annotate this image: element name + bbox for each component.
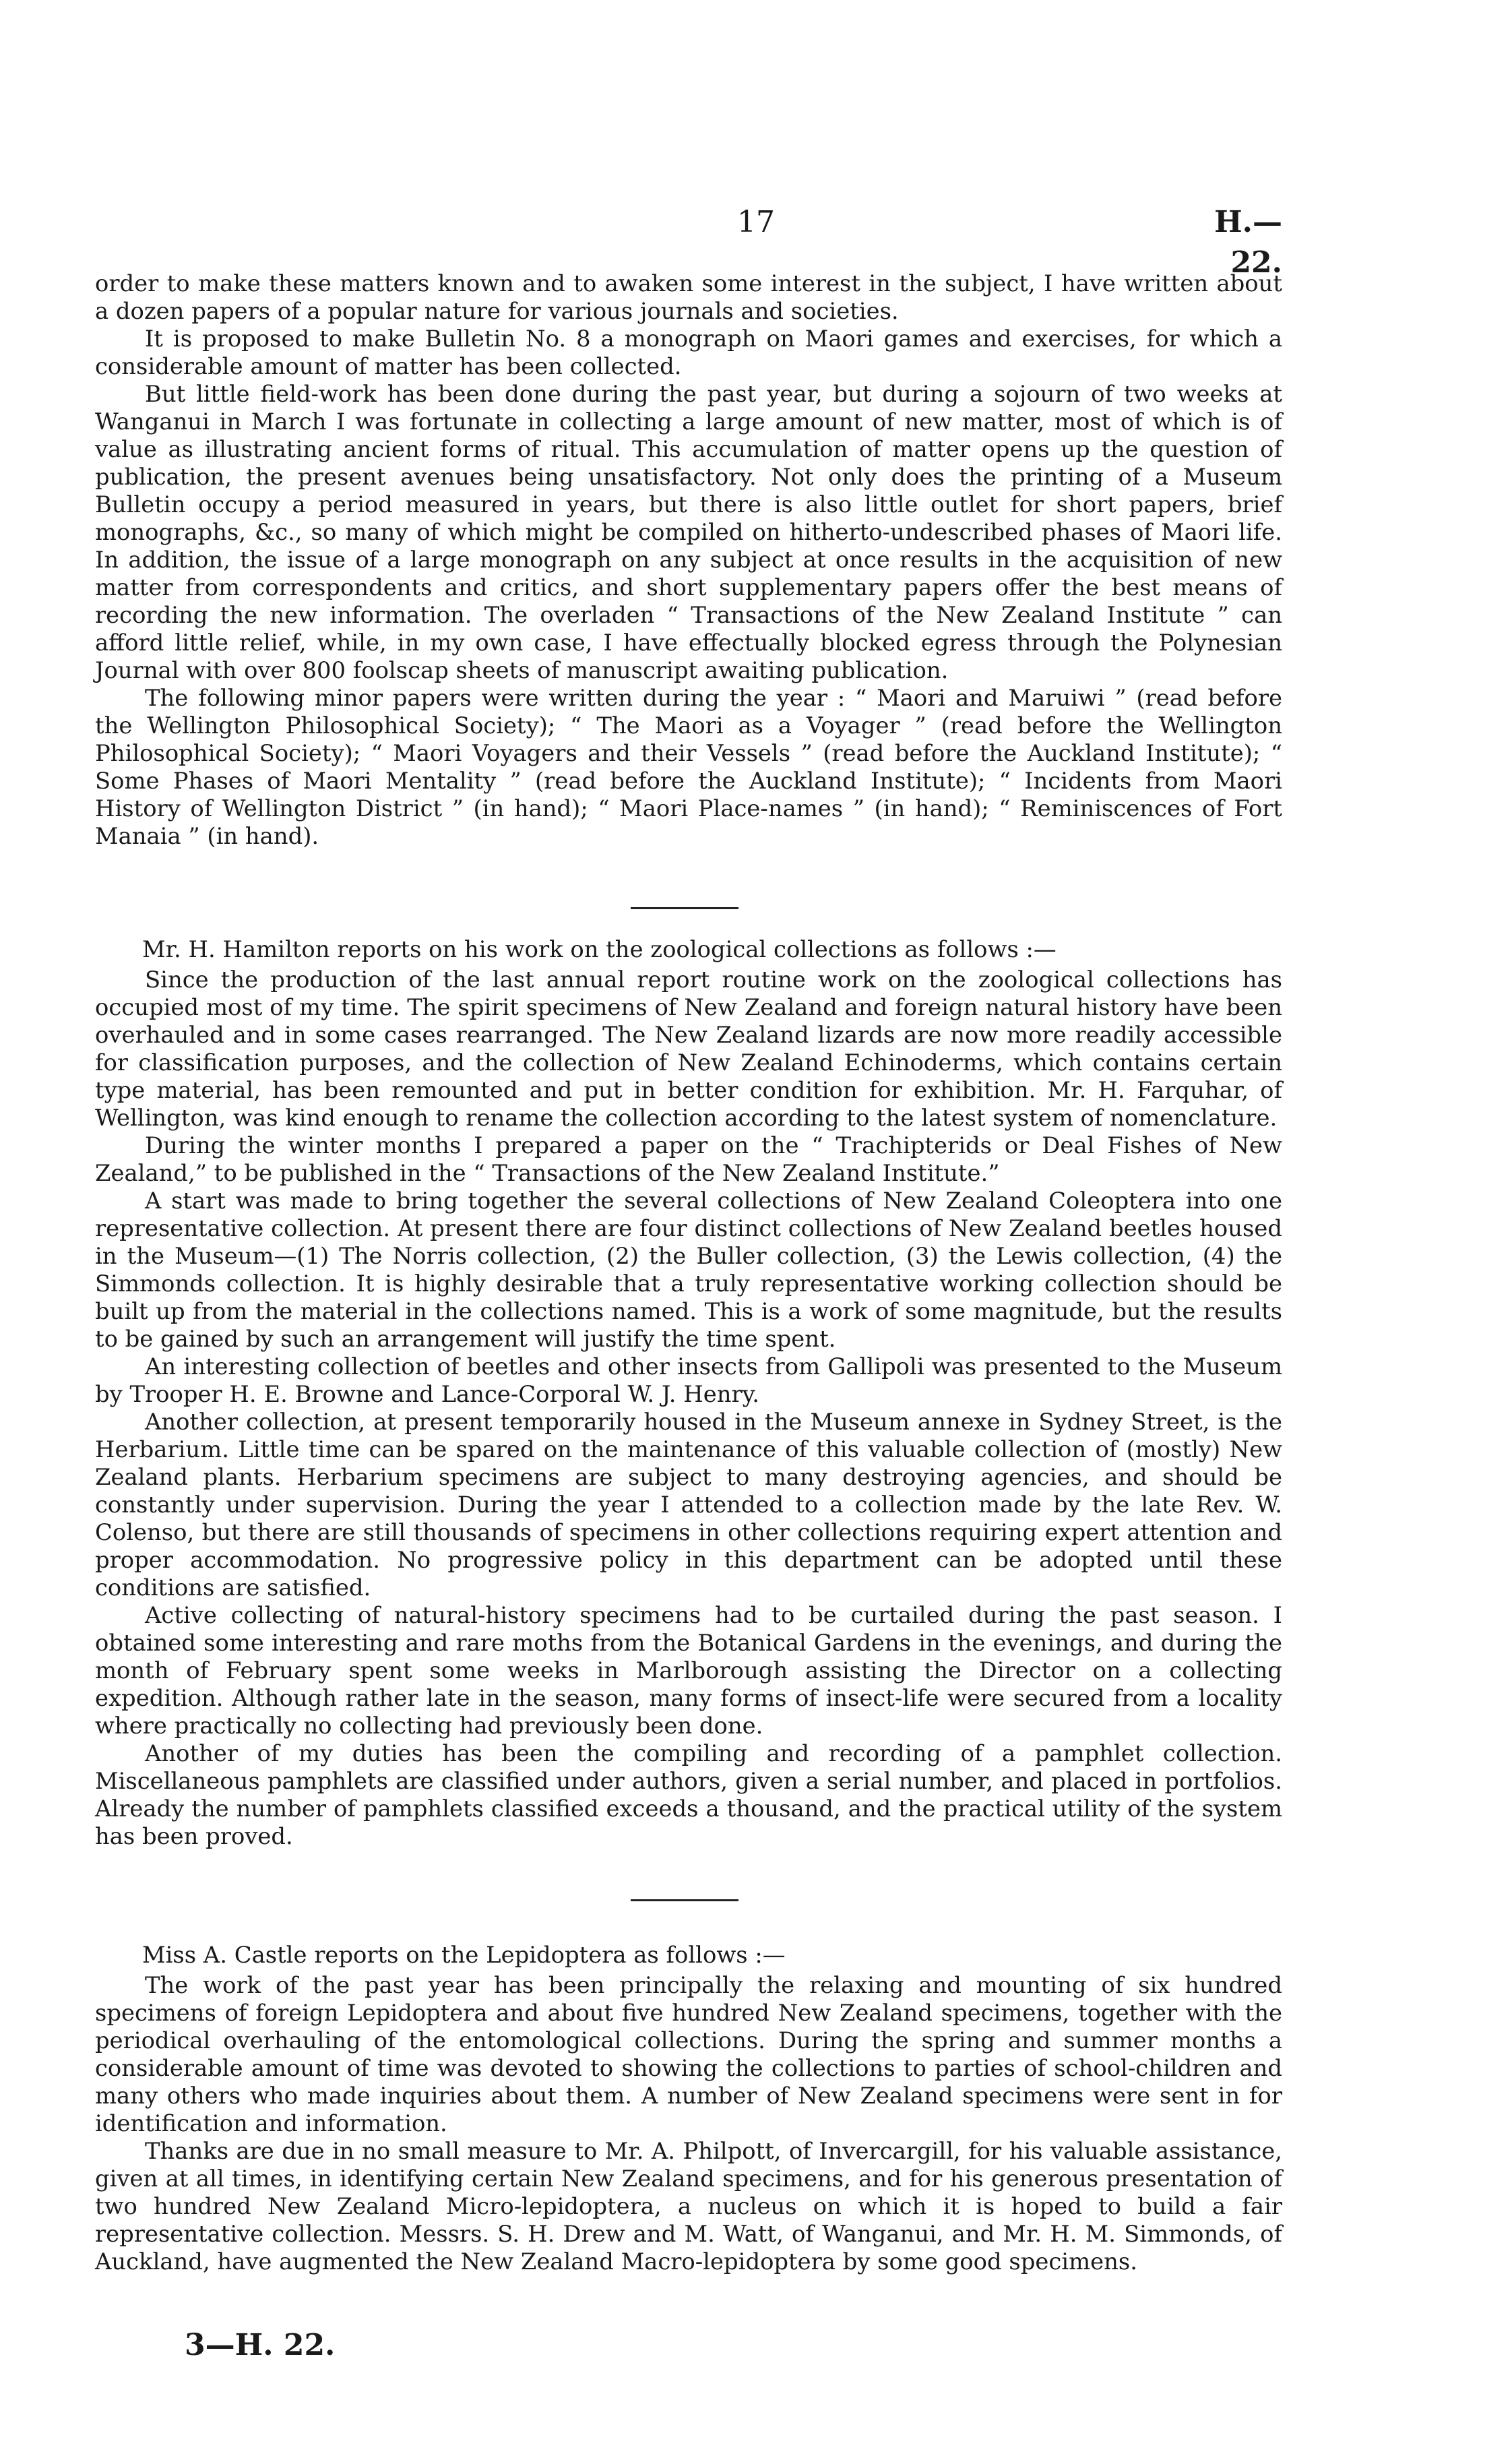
paragraph: Another of my duties has been the compiling and recording of a pamphlet collection. Miscellaneous pamphlets are classified under authors, given a serial number, and placed in portfolios. Already the number of pamphlets classified exceeds a thousand, and the practical utility of the system has been proved. [95, 1740, 1282, 1849]
section-lepidoptera-report [95, 1941, 1282, 2275]
page-reference: H.—22. [1214, 205, 1282, 280]
section-intro: Mr. H. Hamilton reports on his work on the zoological collections as follows :— [142, 936, 1057, 962]
paragraph: But little field-work has been done during the past year, but during a sojourn of two weeks at Wanganui in March I was fortunate in collecting a large amount of new matter, most of which is of value as illustrating ancient forms of ritual. This accumulation of matter opens up the question of publication, the present avenues being unsatisfactory. Not only does the printing of a Museum Bulletin occupy a period measured in years, but there is also little outlet for short papers, brief monographs, &c., so many of which might be compiled on hitherto-undescribed phases of Maori life. In addition, the issue of a large monograph on any subject at once results in the acquisition of new matter from correspondents and critics, and short supplementary papers offer the best means of recording the new information. The overladen “ Transactions of the New Zealand Institute ” can afford little relief, while, in my own case, I have effectually blocked egress through the Polynesian Journal with over 800 foolscap sheets of manuscript awaiting publication. [95, 381, 1282, 683]
section-ethnology-continuation [95, 270, 1282, 850]
paragraph: A start was made to bring together the several collections of New Zealand Coleoptera into one representative collection. At present there are four distinct collections of New Zealand beetles housed in the Museum—(1) The Norris collection, (2) the Buller collection, (3) the Lewis collection, (4) the Simmonds collection. It is highly desirable that a truly representative working collection should be built up from the material in the collections named. This is a work of some magnitude, but the results to be gained by such an arrangement will justify the time spent. [95, 1188, 1282, 1352]
paragraph: During the winter months I prepared a paper on the “ Trachipterids or Deal Fishes of New Zealand,” to be published in the “ Transactions of the New Zealand Institute.” [95, 1132, 1282, 1186]
section-zoological-report [95, 935, 1282, 1850]
section-intro: Miss A. Castle reports on the Lepidoptera as follows :— [142, 1942, 786, 1968]
paragraph: The work of the past year has been principally the relaxing and mounting of six hundred specimens of foreign Lepidoptera and about five hundred New Zealand specimens, together with the periodical overhauling of the entomological collections. During the spring and summer months a considerable amount of time was devoted to showing the collections to parties of school-children and many others who made inquiries about them. A number of New Zealand specimens were sent in for identification and information. [95, 1972, 1282, 2136]
paragraph: Thanks are due in no small measure to Mr. A. Philpott, of Invercargill, for his valuable assistance, given at all times, in identifying certain New Zealand specimens, and for his generous presentation of two hundred New Zealand Micro-lepidoptera, a nucleus on which it is hoped to build a fair representative collection. Messrs. S. H. Drew and M. Watt, of Wanganui, and Mr. H. M. Simmonds, of Auckland, have augmented the New Zealand Macro-lepidoptera by some good specimens. [95, 2138, 1282, 2275]
paragraph: An interesting collection of beetles and other insects from Gallipoli was presented to the Museum by Trooper H. E. Browne and Lance-Corporal W. J. Henry. [95, 1353, 1282, 1407]
section-divider [631, 907, 738, 909]
paragraph: Another collection, at present temporarily housed in the Museum annexe in Sydney Street, is the Herbarium. Little time can be spared on the maintenance of this valuable collection of (mostly) New Zealand plants. Herbarium specimens are subject to many destroying agencies, and should be constantly under supervision. During the year I attended to a collection made by the late Rev. W. Colenso, but there are still thousands of specimens in other collections requiring expert attention and proper accommodation. No progressive policy in this department can be adopted until these conditions are satisfied. [95, 1409, 1282, 1601]
paragraph: The following minor papers were written during the year : “ Maori and Maruiwi ” (read before the Wellington Philosophical Society); “ The Maori as a Voyager ” (read before the Wellington Philosophical Society); “ Maori Voyagers and their Vessels ” (read before the Auckland Institute); “ Some Phases of Maori Mentality ” (read before the Auckland Institute); “ Incidents from Maori History of Wellington District ” (in hand); “ Maori Place-names ” (in hand); “ Reminiscences of Fort Manaia ” (in hand). [95, 685, 1282, 849]
paragraph: order to make these matters known and to awaken some interest in the subject, I have written about a dozen papers of a popular nature for various journals and societies. [95, 270, 1282, 324]
paragraph: It is proposed to make Bulletin No. 8 a monograph on Maori games and exercises, for which a considerable amount of matter has been collected. [95, 326, 1282, 379]
paragraph: Since the production of the last annual report routine work on the zoological collections has occupied most of my time. The spirit specimens of New Zealand and foreign natural history have been overhauled and in some cases rearranged. The New Zealand lizards are now more readily accessible for classification purposes, and the collection of New Zealand Echinoderms, which contains certain type material, has been remounted and put in better condition for exhibition. Mr. H. Farquhar, of Wellington, was kind enough to rename the collection according to the latest system of nomenclature. [95, 966, 1282, 1131]
signature-mark: 3—H. 22. [185, 2328, 336, 2362]
paragraph: Active collecting of natural-history specimens had to be curtailed during the past season. I obtained some interesting and rare moths from the Botanical Gardens in the evenings, and during the month of February spent some weeks in Marlborough assisting the Director on a collecting expedition. Although rather late in the season, many forms of insect-life were secured from a locality where practically no collecting had previously been done. [95, 1602, 1282, 1739]
page-number: 17 [737, 205, 775, 239]
section-divider [631, 1899, 738, 1901]
